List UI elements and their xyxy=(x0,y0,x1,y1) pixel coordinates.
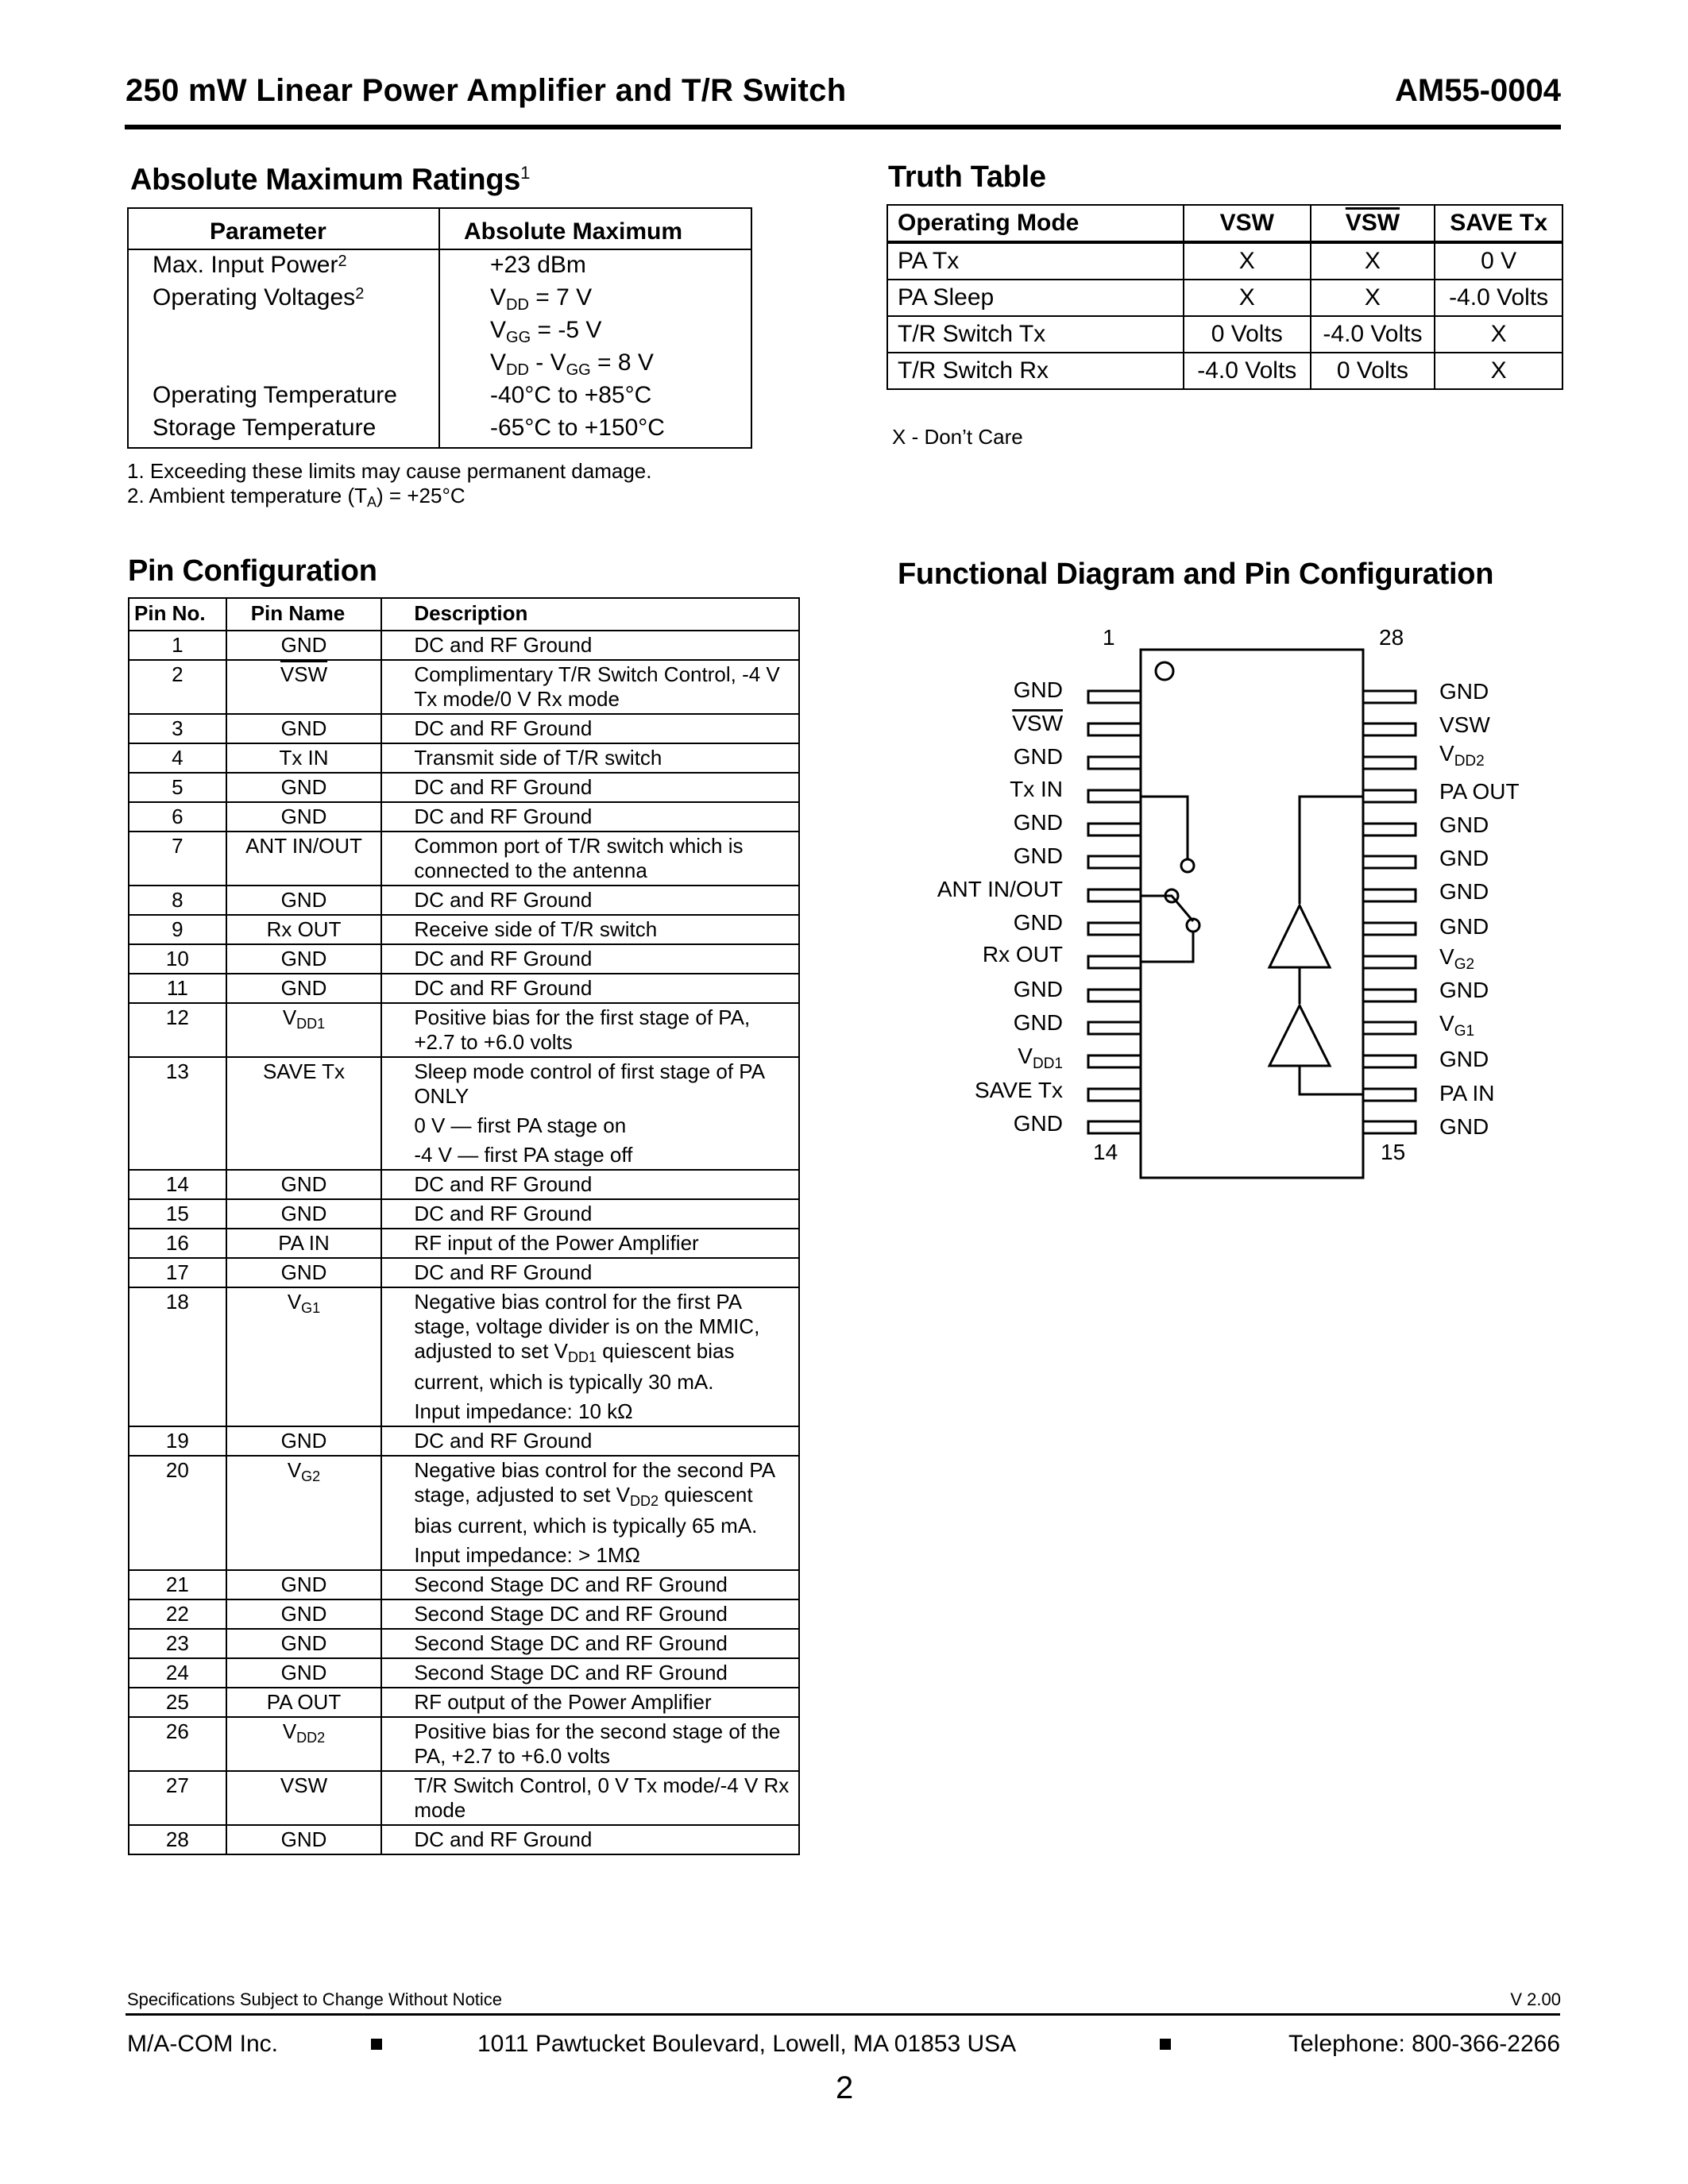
pin-label: PA OUT xyxy=(1439,779,1520,804)
pin-label-vdd1: $V_{DD1}$ xyxy=(1018,1044,1063,1072)
table-row: 7 ANT IN/OUT Common port of T/R switch which is connected to the antenna xyxy=(129,832,799,886)
pin-label: Rx OUT xyxy=(982,942,1063,967)
pin-number-28: 28 xyxy=(1379,627,1404,650)
left-pin-labels xyxy=(937,677,1064,1136)
abs-max-title-text: Absolute Maximum Ratings xyxy=(130,163,521,197)
document-title: 250 mW Linear Power Amplifier and T/R Switch xyxy=(126,73,847,108)
table-row: 15 GND DC and RF Ground xyxy=(129,1199,799,1229)
header-rule xyxy=(125,125,1561,129)
table-row: 26 $V_{DD2}$ Positive bias for the second stage of the PA, +2.7 to +6.0 volts xyxy=(129,1717,799,1771)
op-temp-value: -40°C to +85°C xyxy=(490,382,652,408)
tt-cell: T/R Switch Rx xyxy=(887,353,1184,389)
right-pin-labels xyxy=(1439,679,1520,1139)
tt-cell: T/R Switch Tx xyxy=(887,316,1184,353)
pin-number-1: 1 xyxy=(1103,627,1115,650)
table-row: 9 Rx OUT Receive side of T/R switch xyxy=(129,915,799,944)
vdd-value: $V_{DD} = 7$ V xyxy=(490,284,593,314)
tt-cell: 0 Volts xyxy=(1311,353,1435,389)
pin1-indicator xyxy=(1156,662,1173,680)
left-pins xyxy=(1088,691,1141,1133)
table-row: 27 VSW T/R Switch Control, 0 V Tx mode/-4 V Rx mode xyxy=(129,1771,799,1825)
abs-max-note-2: 2. Ambient temperature $(T_A) = +25^\circ C$ xyxy=(127,484,465,510)
pc-col-desc: Description xyxy=(381,598,799,631)
vgg-value: $V_{GG} = -5$ V xyxy=(490,317,602,346)
tt-cell: -4.0 Volts xyxy=(1435,280,1562,316)
pin-label: GND xyxy=(1439,1047,1489,1071)
pin-label: GND xyxy=(1439,812,1489,837)
tt-cell: X xyxy=(1435,353,1562,389)
table-row xyxy=(887,242,1562,280)
bullet-icon xyxy=(1160,2039,1171,2050)
tt-col-mode: Operating Mode xyxy=(887,205,1184,242)
pin-label: GND xyxy=(1013,810,1063,835)
pin-config-title: Pin Configuration xyxy=(128,554,377,588)
table-row: 20 $V_{G2}$ Negative bias control for the second PA stage, adjusted to set $V_{DD2}$ quiescent bias current, which is typically 65 mA. Input impedance: > 1MΩ xyxy=(129,1456,799,1570)
pin-label: GND xyxy=(1439,978,1489,1002)
pin-config-table xyxy=(128,597,800,1855)
voltages-label: Operating Voltages$^2$ xyxy=(153,284,365,311)
diagram-title: Functional Diagram and Pin Configuration xyxy=(898,558,1494,591)
pin-label-vg1: $V_{G1}$ xyxy=(1439,1011,1475,1040)
table-row: 21 GND Second Stage DC and RF Ground xyxy=(129,1570,799,1599)
table-row: 24 GND Second Stage DC and RF Ground xyxy=(129,1658,799,1688)
pin-label: GND xyxy=(1013,744,1063,769)
tt-col-vsw: VSW xyxy=(1184,205,1311,242)
vdd-vgg-value: $V_{DD} - V_{GG} = 8$ V xyxy=(490,349,654,379)
pc-col-no: Pin No. xyxy=(129,598,226,631)
table-row xyxy=(887,280,1562,316)
abs-max-title-sup: 1 xyxy=(520,163,531,183)
page-number: 2 xyxy=(836,2070,854,2105)
pin-label-vdd2: $V_{DD2}$ xyxy=(1439,741,1485,770)
truth-table-title: Truth Table xyxy=(888,160,1046,194)
table-row: 11 GND DC and RF Ground xyxy=(129,974,799,1003)
pin-label: GND xyxy=(1439,879,1489,904)
pin-label: PA IN xyxy=(1439,1081,1495,1106)
pin-config-header xyxy=(129,598,799,631)
pin-label-vg2: $V_{G2}$ xyxy=(1439,944,1475,973)
table-row: 8 GND DC and RF Ground xyxy=(129,886,799,915)
table-row: 14 GND DC and RF Ground xyxy=(129,1170,799,1199)
abs-max-title xyxy=(130,163,530,198)
pin-label: GND xyxy=(1013,677,1063,702)
footer-notice: Specifications Subject to Change Without Notice xyxy=(127,1989,503,2009)
tt-cell: 0 V xyxy=(1435,242,1562,280)
tt-cell: X xyxy=(1311,242,1435,280)
pin-label: GND xyxy=(1013,843,1063,868)
pin-label: GND xyxy=(1013,1010,1063,1035)
table-row xyxy=(887,353,1562,389)
tt-cell: X xyxy=(1184,242,1311,280)
pin-label: VSW xyxy=(1012,711,1063,735)
pin-label: ANT IN/OUT xyxy=(937,877,1063,901)
pin-label: GND xyxy=(1439,914,1489,939)
pin-label: GND xyxy=(1439,846,1489,870)
input-power-label: Max. Input Power$^2$ xyxy=(153,252,347,278)
tt-cell: X xyxy=(1311,280,1435,316)
table-row: 4 Tx IN Transmit side of T/R switch xyxy=(129,743,799,773)
storage-temp-value: -65°C to +150°C xyxy=(490,415,665,441)
table-row: 18 $V_{G1}$ Negative bias control for the first PA stage, voltage divider is on the MMIC, adjusted to set $V_{DD1}$ quiescent bias current, which is typically 30 mA. Input impedance: 10 kΩ xyxy=(129,1287,799,1426)
pa-chain xyxy=(1269,797,1363,1094)
table-row: 12 $V_{DD1}$ Positive bias for the first stage of PA, +2.7 to +6.0 volts xyxy=(129,1003,799,1057)
table-row: 13 SAVE Tx Sleep mode control of first stage of PA ONLY 0 V — first PA stage on -4 V — first PA stage off xyxy=(129,1057,799,1170)
table-row: 28 GND DC and RF Ground xyxy=(129,1825,799,1854)
abs-max-table xyxy=(127,207,752,449)
table-row: 10 GND DC and RF Ground xyxy=(129,944,799,974)
table-row: 23 GND Second Stage DC and RF Ground xyxy=(129,1629,799,1658)
table-row: 5 GND DC and RF Ground xyxy=(129,773,799,802)
tt-cell: -4.0 Volts xyxy=(1311,316,1435,353)
bullet-icon xyxy=(371,2039,382,2050)
table-row: 22 GND Second Stage DC and RF Ground xyxy=(129,1599,799,1629)
table-row: 2 $\overline{VSW}$ Complimentary T/R Switch Control, -4 V Tx mode/0 V Rx mode xyxy=(129,660,799,714)
abs-max-divider xyxy=(438,209,440,447)
pin-label: SAVE Tx xyxy=(974,1078,1063,1102)
table-row xyxy=(887,316,1562,353)
tt-cell: PA Tx xyxy=(887,242,1184,280)
footer-version: V 2.00 xyxy=(1510,1989,1561,2009)
tt-cell: -4.0 Volts xyxy=(1184,353,1311,389)
table-row: 1 GND DC and RF Ground xyxy=(129,631,799,660)
right-pins xyxy=(1363,691,1416,1133)
truth-table-header xyxy=(887,205,1562,242)
pin-number-15: 15 xyxy=(1381,1140,1406,1164)
input-power-value: +23 dBm xyxy=(490,252,586,278)
package-body xyxy=(1141,650,1363,1178)
tt-col-vsw-bar: $\overline{VSW}$ xyxy=(1311,205,1435,242)
pin-label: Tx IN xyxy=(1010,777,1063,801)
table-row: 3 GND DC and RF Ground xyxy=(129,714,799,743)
table-row: 16 PA IN RF input of the Power Amplifier xyxy=(129,1229,799,1258)
abs-max-note-1: 1. Exceeding these limits may cause permanent damage. xyxy=(127,459,652,483)
abs-max-col-param: Parameter xyxy=(210,218,326,245)
pc-col-name: Pin Name xyxy=(226,598,382,631)
pin-label: GND xyxy=(1013,1111,1063,1136)
tt-cell: X xyxy=(1435,316,1562,353)
truth-table xyxy=(886,204,1563,390)
table-row: 17 GND DC and RF Ground xyxy=(129,1258,799,1287)
footer-company: M/A-COM Inc. xyxy=(127,2031,279,2057)
pin-label: GND xyxy=(1439,679,1489,704)
pin-label: VSW xyxy=(1439,712,1490,737)
pin-number-14: 14 xyxy=(1093,1140,1118,1164)
truth-table-note: X - Don’t Care xyxy=(892,425,1023,449)
pin-label: GND xyxy=(1013,910,1063,935)
tt-cell: X xyxy=(1184,280,1311,316)
footer-address: 1011 Pawtucket Boulevard, Lowell, MA 01853 USA xyxy=(477,2031,1017,2057)
table-row: 19 GND DC and RF Ground xyxy=(129,1426,799,1456)
part-number: AM55-0004 xyxy=(1394,73,1561,108)
footer-phone: Telephone: 800-366-2266 xyxy=(1288,2031,1560,2057)
pin-label: GND xyxy=(1439,1114,1489,1139)
table-row: 25 PA OUT RF output of the Power Amplifier xyxy=(129,1688,799,1717)
storage-temp-label: Storage Temperature xyxy=(153,415,377,441)
footer-rule xyxy=(126,2013,1560,2016)
table-row: 6 GND DC and RF Ground xyxy=(129,802,799,832)
functional-diagram xyxy=(906,627,1557,1207)
tt-col-save-tx: SAVE Tx xyxy=(1435,205,1562,242)
tt-cell: 0 Volts xyxy=(1184,316,1311,353)
pin-label: GND xyxy=(1013,977,1063,1001)
op-temp-label: Operating Temperature xyxy=(153,382,397,408)
tr-switch xyxy=(1141,797,1199,962)
tt-cell: PA Sleep xyxy=(887,280,1184,316)
abs-max-col-max: Absolute Maximum xyxy=(464,218,683,245)
